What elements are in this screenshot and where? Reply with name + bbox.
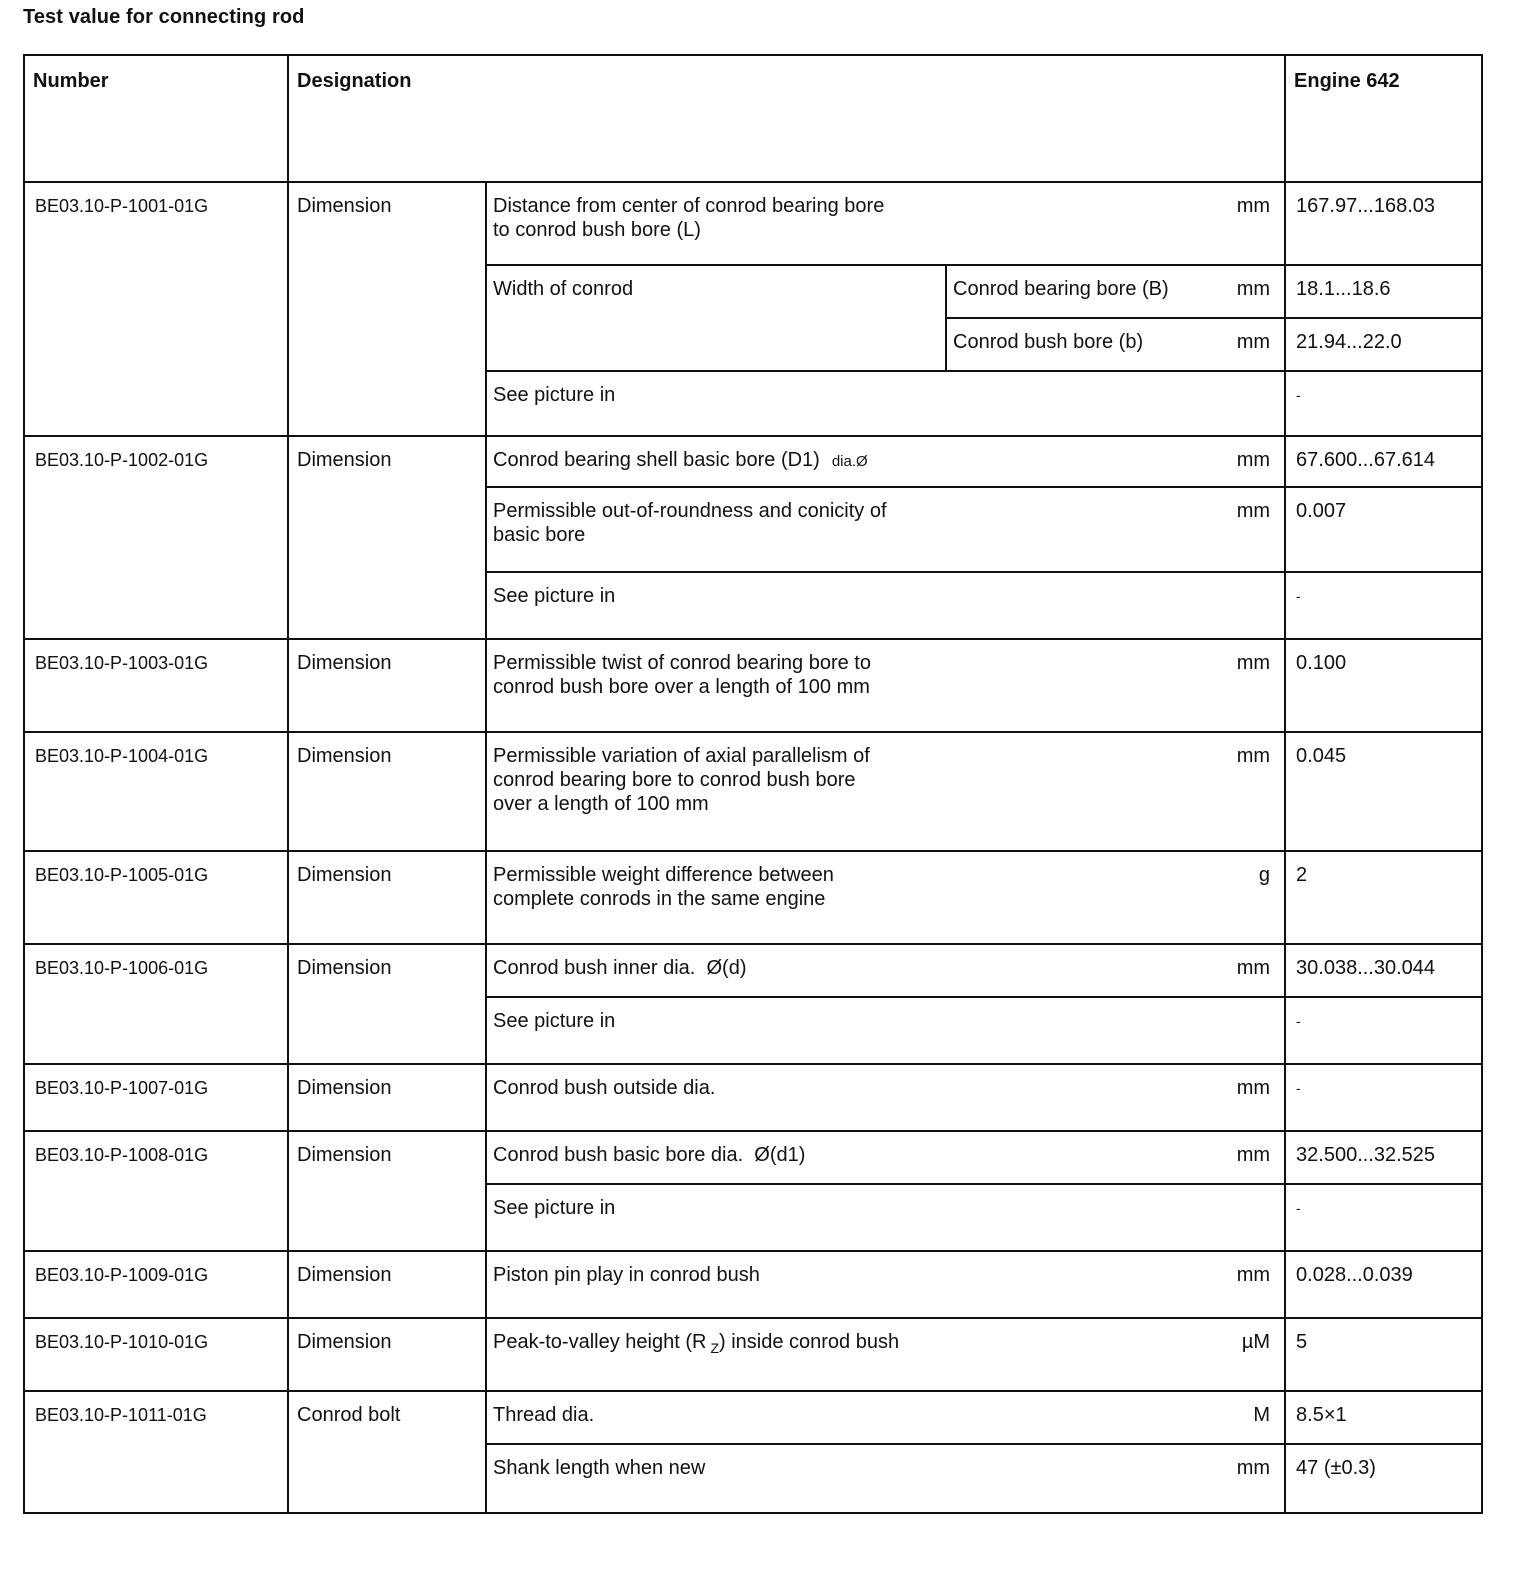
table-row <box>24 944 1482 997</box>
row-designation: Dimension <box>288 1318 486 1391</box>
table-row <box>24 1131 1482 1184</box>
page-title: Test value for connecting rod <box>23 6 305 28</box>
spec-unit: mm <box>1216 1064 1285 1131</box>
row-designation: Dimension <box>288 639 486 732</box>
spec-unit: g <box>1216 851 1285 944</box>
spec-label: Permissible out-of-roundness and conicity of basic bore <box>486 487 1216 572</box>
spec-label: Piston pin play in conrod bush <box>486 1251 1216 1318</box>
header-engine: Engine 642 <box>1285 55 1482 182</box>
see-picture-label: See picture in <box>486 371 1285 436</box>
diameter-symbol: Ø(d1) <box>754 1144 806 1166</box>
spec-value: - <box>1285 1184 1482 1251</box>
row-number: BE03.10-P-1004-01G <box>24 732 288 851</box>
spec-sublabel: Conrod bearing bore (B) <box>946 265 1216 318</box>
spec-value: 67.600...67.614 <box>1285 436 1482 487</box>
spec-label: Conrod bush inner dia. Ø(d) <box>486 944 1216 997</box>
spec-value: 8.5×1 <box>1285 1391 1482 1444</box>
spec-label: Width of conrod <box>486 265 946 371</box>
spec-value: 30.038...30.044 <box>1285 944 1482 997</box>
spec-unit: mm <box>1216 487 1285 572</box>
spec-unit: mm <box>1216 944 1285 997</box>
spec-unit: M <box>1216 1391 1285 1444</box>
spec-label: Peak-to-valley height (R $_Z$) inside conrod bush <box>486 1318 1216 1391</box>
row-designation: Dimension <box>288 732 486 851</box>
table-row <box>24 1391 1482 1444</box>
row-designation: Dimension <box>288 436 486 639</box>
row-number: BE03.10-P-1011-01G <box>24 1391 288 1513</box>
row-designation: Dimension <box>288 1131 486 1251</box>
spec-label: Thread dia. <box>486 1391 1216 1444</box>
row-designation: Dimension <box>288 1251 486 1318</box>
spec-value: 0.045 <box>1285 732 1482 851</box>
row-designation: Dimension <box>288 182 486 436</box>
spec-label: Permissible weight difference between complete conrods in the same engine <box>486 851 1216 944</box>
row-number: BE03.10-P-1009-01G <box>24 1251 288 1318</box>
spec-value: 167.97...168.03 <box>1285 182 1482 265</box>
spec-label: Conrod bush basic bore dia. Ø(d1) <box>486 1131 1216 1184</box>
table-row <box>24 1251 1482 1318</box>
row-number: BE03.10-P-1007-01G <box>24 1064 288 1131</box>
row-designation: Dimension <box>288 851 486 944</box>
spec-unit: mm <box>1216 1444 1285 1513</box>
spec-unit: mm <box>1216 182 1285 265</box>
spec-value: 32.500...32.525 <box>1285 1131 1482 1184</box>
spec-unit: mm <box>1216 436 1285 487</box>
spec-unit: mm <box>1216 639 1285 732</box>
table-row <box>24 639 1482 732</box>
spec-value: - <box>1285 572 1482 639</box>
header-number: Number <box>24 55 288 182</box>
spec-label: Permissible variation of axial parallelism of conrod bearing bore to conrod bush bore over a length of 100 mm <box>486 732 1216 851</box>
see-picture-label: See picture in <box>486 572 1285 639</box>
spec-unit: mm <box>1216 265 1285 318</box>
spec-label: Conrod bush outside dia. <box>486 1064 1216 1131</box>
spec-value: 21.94...22.0 <box>1285 318 1482 371</box>
row-number: BE03.10-P-1005-01G <box>24 851 288 944</box>
spec-value: 18.1...18.6 <box>1285 265 1482 318</box>
header-designation: Designation <box>288 55 1285 182</box>
spec-value: 47 (±0.3) <box>1285 1444 1482 1513</box>
spec-unit: mm <box>1216 318 1285 371</box>
table-row <box>24 436 1482 487</box>
spec-value: 0.007 <box>1285 487 1482 572</box>
spec-value: - <box>1285 1064 1482 1131</box>
row-number: BE03.10-P-1008-01G <box>24 1131 288 1251</box>
row-number: BE03.10-P-1003-01G <box>24 639 288 732</box>
spec-value: 0.028...0.039 <box>1285 1251 1482 1318</box>
row-designation: Dimension <box>288 944 486 1064</box>
row-number: BE03.10-P-1010-01G <box>24 1318 288 1391</box>
see-picture-label: See picture in <box>486 1184 1285 1251</box>
spec-value: - <box>1285 371 1482 436</box>
spec-label: Shank length when new <box>486 1444 1216 1513</box>
spec-label: Distance from center of conrod bearing bore to conrod bush bore (L) <box>486 182 1216 265</box>
table-row <box>24 1064 1482 1131</box>
table-row <box>24 732 1482 851</box>
diameter-symbol: Ø(d) <box>706 957 747 979</box>
spec-unit: µM <box>1216 1318 1285 1391</box>
spec-unit: mm <box>1216 1251 1285 1318</box>
see-picture-label: See picture in <box>486 997 1285 1064</box>
spec-unit: mm <box>1216 732 1285 851</box>
spec-label: Conrod bearing shell basic bore (D1) dia.Ø <box>486 436 1216 487</box>
spec-label: Permissible twist of conrod bearing bore to conrod bush bore over a length of 100 mm <box>486 639 1216 732</box>
table-row <box>24 182 1482 265</box>
row-number: BE03.10-P-1002-01G <box>24 436 288 639</box>
spec-value: - <box>1285 997 1482 1064</box>
row-number: BE03.10-P-1006-01G <box>24 944 288 1064</box>
row-designation: Conrod bolt <box>288 1391 486 1513</box>
row-number: BE03.10-P-1001-01G <box>24 182 288 436</box>
spec-unit: mm <box>1216 1131 1285 1184</box>
diameter-symbol: dia.Ø <box>831 453 868 470</box>
table-row <box>24 1318 1482 1391</box>
spec-value: 5 <box>1285 1318 1482 1391</box>
spec-value: 0.100 <box>1285 639 1482 732</box>
spec-value: 2 <box>1285 851 1482 944</box>
spec-sublabel: Conrod bush bore (b) <box>946 318 1216 371</box>
table-row <box>24 851 1482 944</box>
test-value-table <box>23 54 1483 1514</box>
row-designation: Dimension <box>288 1064 486 1131</box>
table-header-row <box>24 55 1482 182</box>
